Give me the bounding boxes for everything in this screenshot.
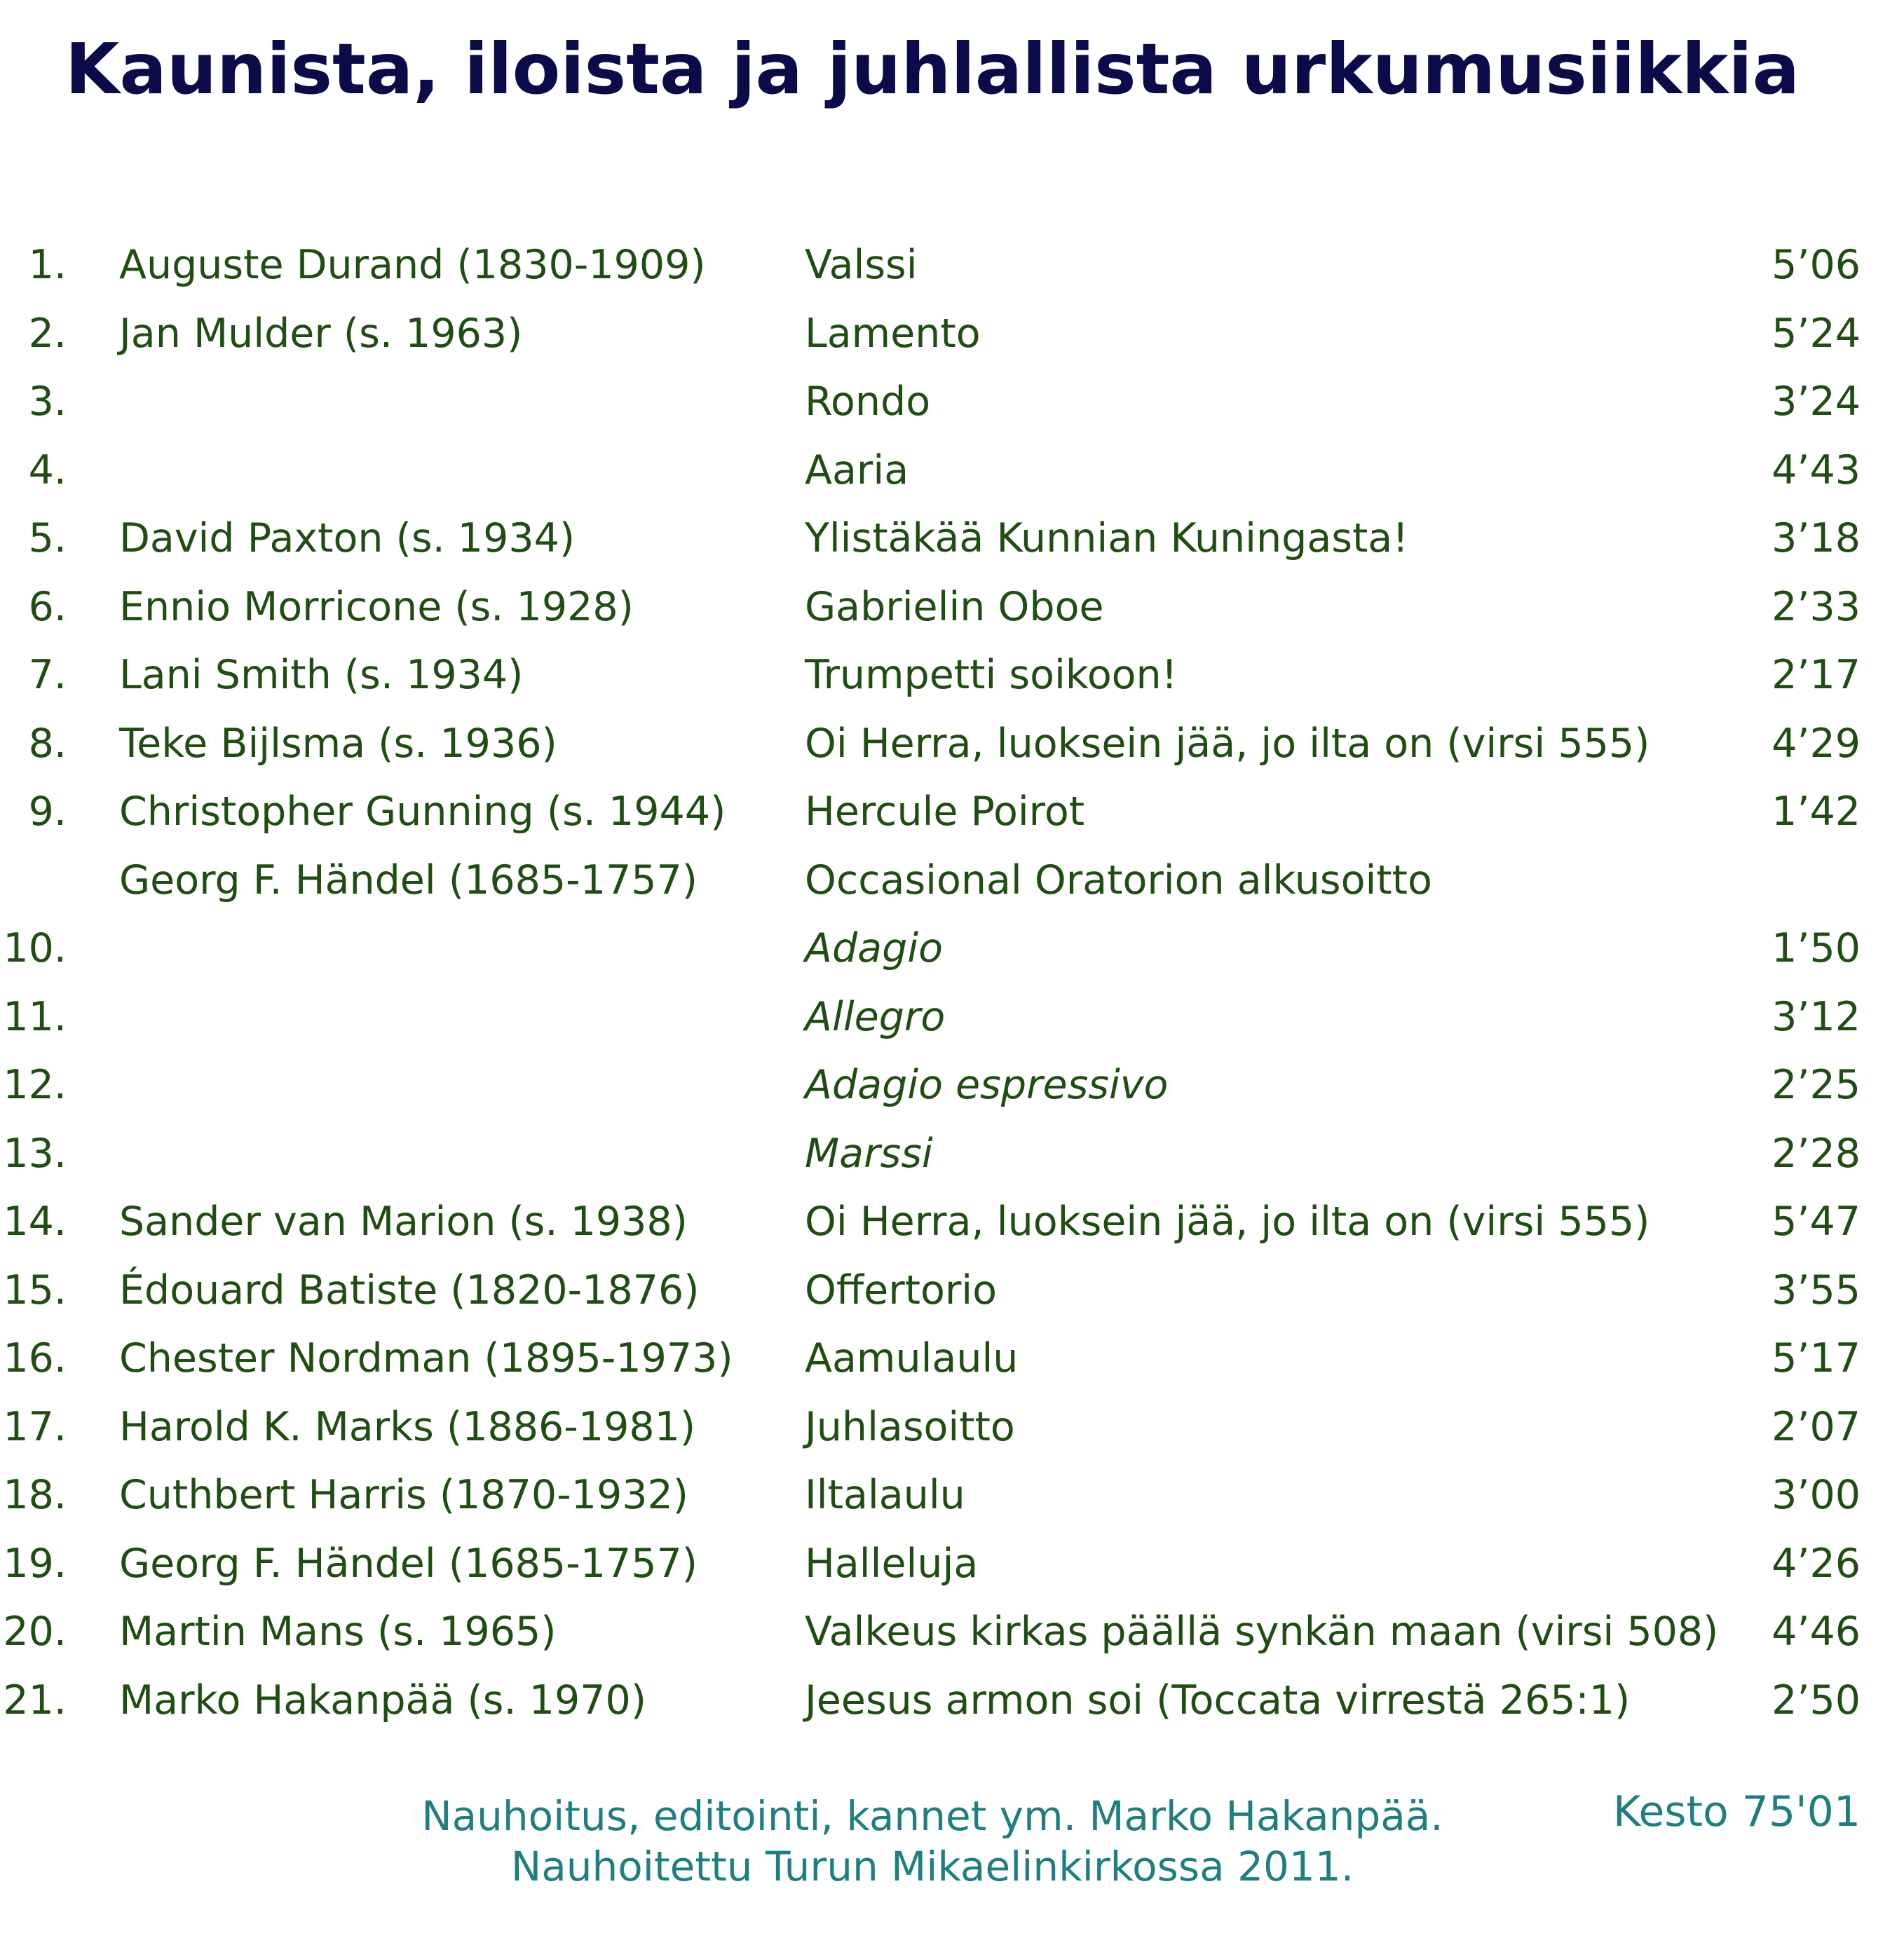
track-work: Offertorio — [805, 1267, 998, 1313]
credits — [0, 1791, 1865, 1892]
track-number: 14. — [3, 1199, 67, 1245]
track-row — [0, 1393, 1904, 1462]
track-work: Occasional Oratorion alkusoitto — [805, 856, 1432, 903]
track-row — [0, 1325, 1904, 1393]
track-number: 10. — [3, 925, 67, 971]
track-duration: 2’50 — [1772, 1677, 1861, 1724]
track-composer: Ennio Morricone (s. 1928) — [119, 583, 634, 630]
page-title: Kaunista, iloista ja juhlallista urkumusiikkia — [64, 28, 1800, 110]
track-duration: 2’25 — [1772, 1062, 1861, 1108]
track-row — [0, 710, 1904, 779]
track-row — [0, 505, 1904, 573]
track-work: Halleluja — [805, 1540, 979, 1587]
track-work: Aamulaulu — [805, 1335, 1019, 1381]
track-work: Juhlasoitto — [805, 1403, 1015, 1450]
track-number: 20. — [3, 1609, 67, 1655]
track-work: Ylistäkää Kunnian Kuningasta! — [805, 515, 1409, 561]
track-row — [0, 300, 1904, 369]
track-row — [0, 1530, 1904, 1599]
track-composer: Marko Hakanpää (s. 1970) — [119, 1677, 646, 1724]
track-row — [0, 1667, 1904, 1735]
track-work: Adagio — [805, 925, 943, 971]
track-composer: Harold K. Marks (1886-1981) — [119, 1403, 696, 1450]
track-number: 16. — [3, 1335, 67, 1381]
track-work: Oi Herra, luoksein jää, jo ilta on (virsi 555) — [805, 720, 1650, 767]
track-number: 7. — [28, 652, 67, 698]
track-row — [0, 1051, 1904, 1120]
track-duration: 3’00 — [1772, 1472, 1861, 1518]
track-duration: 5’06 — [1772, 242, 1861, 288]
track-work: Valkeus kirkas päällä synkän maan (virsi 508) — [805, 1609, 1719, 1655]
track-composer: Sander van Marion (s. 1938) — [119, 1199, 688, 1245]
track-number: 3. — [28, 378, 67, 425]
track-duration: 3’55 — [1772, 1267, 1861, 1313]
track-number: 17. — [3, 1403, 67, 1450]
track-composer: David Paxton (s. 1934) — [119, 515, 576, 561]
track-duration: 4’26 — [1772, 1540, 1861, 1587]
track-work: Aaria — [805, 446, 909, 493]
track-composer: Jan Mulder (s. 1963) — [119, 310, 523, 357]
track-row — [0, 915, 1904, 983]
track-duration: 1’50 — [1772, 925, 1861, 971]
track-composer: Cuthbert Harris (1870-1932) — [119, 1472, 689, 1518]
track-duration: 3’12 — [1772, 993, 1861, 1040]
track-number: 15. — [3, 1267, 67, 1313]
track-row — [0, 1598, 1904, 1667]
track-number: 1. — [28, 242, 67, 288]
track-composer: Chester Nordman (1895-1973) — [119, 1335, 733, 1381]
track-work: Marssi — [805, 1130, 933, 1177]
track-duration: 2’33 — [1772, 583, 1861, 630]
track-work: Valssi — [805, 242, 918, 288]
track-number: 5. — [28, 515, 67, 561]
track-composer: Teke Bijlsma (s. 1936) — [119, 720, 557, 767]
track-composer: Georg F. Händel (1685-1757) — [119, 856, 698, 903]
track-number: 2. — [28, 310, 67, 357]
track-work: Jeesus armon soi (Toccata virrestä 265:1) — [805, 1677, 1631, 1724]
track-work: Oi Herra, luoksein jää, jo ilta on (virsi 555) — [805, 1199, 1650, 1245]
track-row — [0, 437, 1904, 505]
track-work: Adagio espressivo — [805, 1062, 1169, 1108]
track-row — [0, 573, 1904, 642]
track-composer: Georg F. Händel (1685-1757) — [119, 1540, 698, 1587]
track-row — [0, 983, 1904, 1052]
track-work: Allegro — [805, 993, 946, 1040]
track-composer: Christopher Gunning (s. 1944) — [119, 789, 726, 835]
track-number: 12. — [3, 1062, 67, 1108]
track-duration: 3’18 — [1772, 515, 1861, 561]
track-row — [0, 231, 1904, 300]
track-row — [0, 1461, 1904, 1530]
track-row — [0, 1188, 1904, 1257]
track-number: 11. — [3, 993, 67, 1040]
track-duration: 5’47 — [1772, 1199, 1861, 1245]
track-duration: 1’42 — [1772, 789, 1861, 835]
track-row — [0, 1257, 1904, 1325]
track-work: Trumpetti soikoon! — [805, 652, 1178, 698]
track-number: 9. — [28, 789, 67, 835]
track-work: Rondo — [805, 378, 931, 425]
track-duration: 2’28 — [1772, 1130, 1861, 1177]
track-work: Gabrielin Oboe — [805, 583, 1104, 630]
track-row — [0, 368, 1904, 437]
track-work: Hercule Poirot — [805, 789, 1085, 835]
track-number: 4. — [28, 446, 67, 493]
track-number: 19. — [3, 1540, 67, 1587]
track-duration: 5’17 — [1772, 1335, 1861, 1381]
track-composer: Édouard Batiste (1820-1876) — [119, 1267, 700, 1313]
track-duration: 4’29 — [1772, 720, 1861, 767]
credits-line-recording: Nauhoitus, editointi, kannet ym. Marko Hakanpää. — [421, 1792, 1443, 1840]
track-work: Lamento — [805, 310, 981, 357]
track-number: 6. — [28, 583, 67, 630]
credits-line-location: Nauhoitettu Turun Mikaelinkirkossa 2011. — [510, 1843, 1354, 1890]
track-number: 18. — [3, 1472, 67, 1518]
track-number: 21. — [3, 1677, 67, 1724]
track-number: 13. — [3, 1130, 67, 1177]
track-row — [0, 1120, 1904, 1189]
track-duration: 2’07 — [1772, 1403, 1861, 1450]
track-composer: Auguste Durand (1830-1909) — [119, 242, 706, 288]
track-row — [0, 778, 1904, 847]
track-composer: Lani Smith (s. 1934) — [119, 652, 524, 698]
track-duration: 3’24 — [1772, 378, 1861, 425]
track-list — [0, 231, 1904, 1735]
track-duration: 5’24 — [1772, 310, 1861, 357]
track-row — [0, 641, 1904, 710]
track-duration: 2’17 — [1772, 652, 1861, 698]
track-duration: 4’43 — [1772, 446, 1861, 493]
track-number: 8. — [28, 720, 67, 767]
track-row — [0, 847, 1904, 915]
total-duration: Kesto 75'01 — [1612, 1787, 1861, 1836]
track-work: Iltalaulu — [805, 1472, 965, 1518]
track-duration: 4’46 — [1772, 1609, 1861, 1655]
track-composer: Martin Mans (s. 1965) — [119, 1609, 557, 1655]
